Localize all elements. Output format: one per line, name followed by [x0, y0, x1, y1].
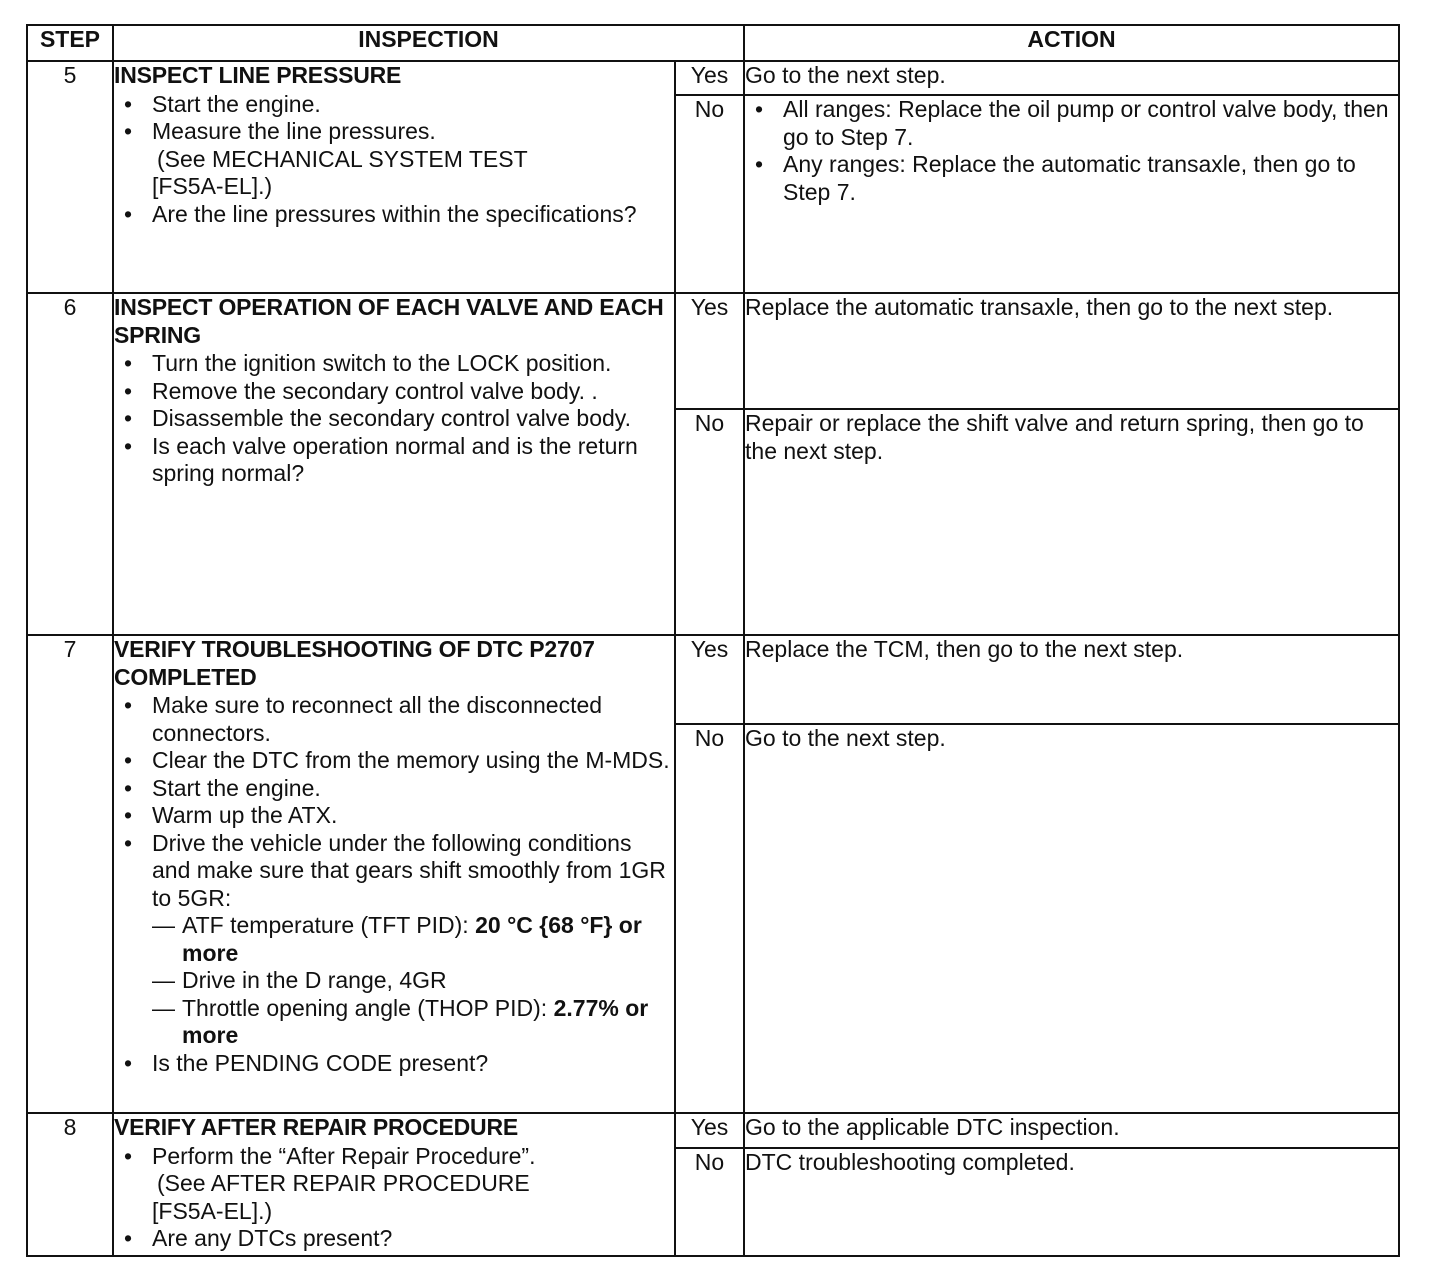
- yes-label: Yes: [675, 635, 744, 724]
- yes-action: Go to the applicable DTC inspection.: [744, 1113, 1399, 1148]
- action-item: • All ranges: Replace the oil pump or control valve body, then go to Step 7.: [745, 96, 1398, 151]
- no-label: No: [675, 409, 744, 635]
- troubleshooting-table: [26, 24, 1400, 1257]
- step-number: 7: [27, 635, 113, 1113]
- header-action: ACTION: [744, 25, 1399, 61]
- yes-label: Yes: [675, 1113, 744, 1148]
- condition-text: Drive in the D range, 4GR: [182, 967, 447, 993]
- inspection-list: [114, 91, 674, 229]
- step-number: 5: [27, 61, 113, 293]
- inspection-item: • Is the PENDING CODE present?: [114, 1050, 674, 1078]
- yes-label: Yes: [675, 293, 744, 409]
- inspection-item-text: Perform the “After Repair Procedure”.: [152, 1142, 536, 1169]
- condition-item: [152, 967, 674, 995]
- step-inspection: [113, 1113, 675, 1256]
- inspection-item: [114, 1143, 674, 1226]
- inspection-item: • Make sure to reconnect all the disconnected connectors.: [114, 692, 674, 747]
- inspection-item: • Warm up the ATX.: [114, 802, 674, 830]
- step-7-yes-row: [27, 635, 1399, 724]
- inspection-item: [114, 118, 674, 201]
- reference-text: (See AFTER REPAIR PROCEDURE: [157, 1170, 530, 1196]
- inspection-item: • Is each valve operation normal and is the return spring normal?: [114, 433, 674, 488]
- step-inspection: [113, 635, 675, 1113]
- header-row: [27, 25, 1399, 61]
- step-inspection: [113, 293, 675, 635]
- header-step: STEP: [27, 25, 113, 61]
- no-label: No: [675, 95, 744, 293]
- condition-item: [152, 995, 674, 1050]
- inspection-item: • Are any DTCs present?: [114, 1225, 674, 1253]
- condition-value: 2.77% or more: [182, 994, 649, 1048]
- step-8-yes-row: [27, 1113, 1399, 1148]
- inspection-item: • Remove the secondary control valve body. .: [114, 378, 674, 406]
- action-item: • Any ranges: Replace the automatic transaxle, then go to Step 7.: [745, 151, 1398, 206]
- inspection-list: [114, 1143, 674, 1253]
- step-title: VERIFY AFTER REPAIR PROCEDURE: [114, 1114, 518, 1140]
- condition-text: ATF temperature (TFT PID):: [182, 912, 476, 938]
- inspection-item: • Clear the DTC from the memory using the M-MDS.: [114, 747, 674, 775]
- step-number: 6: [27, 293, 113, 635]
- no-label: No: [675, 1148, 744, 1256]
- action-list: [745, 96, 1398, 206]
- inspection-item: • Are the line pressures within the specifications?: [114, 201, 674, 229]
- inspection-list: [114, 692, 674, 1077]
- step-6-yes-row: [27, 293, 1399, 409]
- step-title: INSPECT OPERATION OF EACH VALVE AND EACH SPRING: [114, 294, 664, 348]
- condition-list: [152, 912, 674, 1050]
- condition-value: 20 °C {68 °F} or more: [182, 912, 642, 966]
- no-action: [744, 95, 1399, 293]
- yes-action: Replace the TCM, then go to the next step.: [744, 635, 1399, 724]
- yes-action: Go to the next step.: [744, 61, 1399, 95]
- step-title: VERIFY TROUBLESHOOTING OF DTC P2707 COMPLETED: [114, 636, 595, 690]
- header-inspection: INSPECTION: [113, 25, 744, 61]
- step-inspection: [113, 61, 675, 293]
- condition-text: Throttle opening angle (THOP PID):: [182, 994, 554, 1021]
- reference-text: [FS5A-EL].): [152, 1197, 273, 1224]
- no-action: DTC troubleshooting completed.: [744, 1148, 1399, 1256]
- yes-action: Replace the automatic transaxle, then go to the next step.: [744, 293, 1399, 409]
- inspection-item-text: Drive the vehicle under the following conditions and make sure that gears shift smoothly from 1GR to 5GR:: [152, 829, 666, 911]
- no-action: Repair or replace the shift valve and return spring, then go to the next step.: [744, 409, 1399, 635]
- yes-label: Yes: [675, 61, 744, 95]
- inspection-item: • Disassemble the secondary control valve body.: [114, 405, 674, 433]
- inspection-item: • Turn the ignition switch to the LOCK position.: [114, 350, 674, 378]
- condition-item: [152, 912, 674, 967]
- inspection-item: [114, 830, 674, 1050]
- inspection-list: [114, 350, 674, 488]
- reference-text: (See MECHANICAL SYSTEM TEST: [157, 145, 528, 172]
- reference-text: [FS5A-EL].): [152, 173, 273, 199]
- step-number: 8: [27, 1113, 113, 1256]
- inspection-item-text: Measure the line pressures.: [152, 118, 436, 144]
- inspection-item: • Start the engine.: [114, 775, 674, 803]
- no-label: No: [675, 724, 744, 1113]
- no-action: Go to the next step.: [744, 724, 1399, 1113]
- step-title: INSPECT LINE PRESSURE: [114, 62, 402, 88]
- step-5-yes-row: [27, 61, 1399, 95]
- inspection-item: • Start the engine.: [114, 91, 674, 119]
